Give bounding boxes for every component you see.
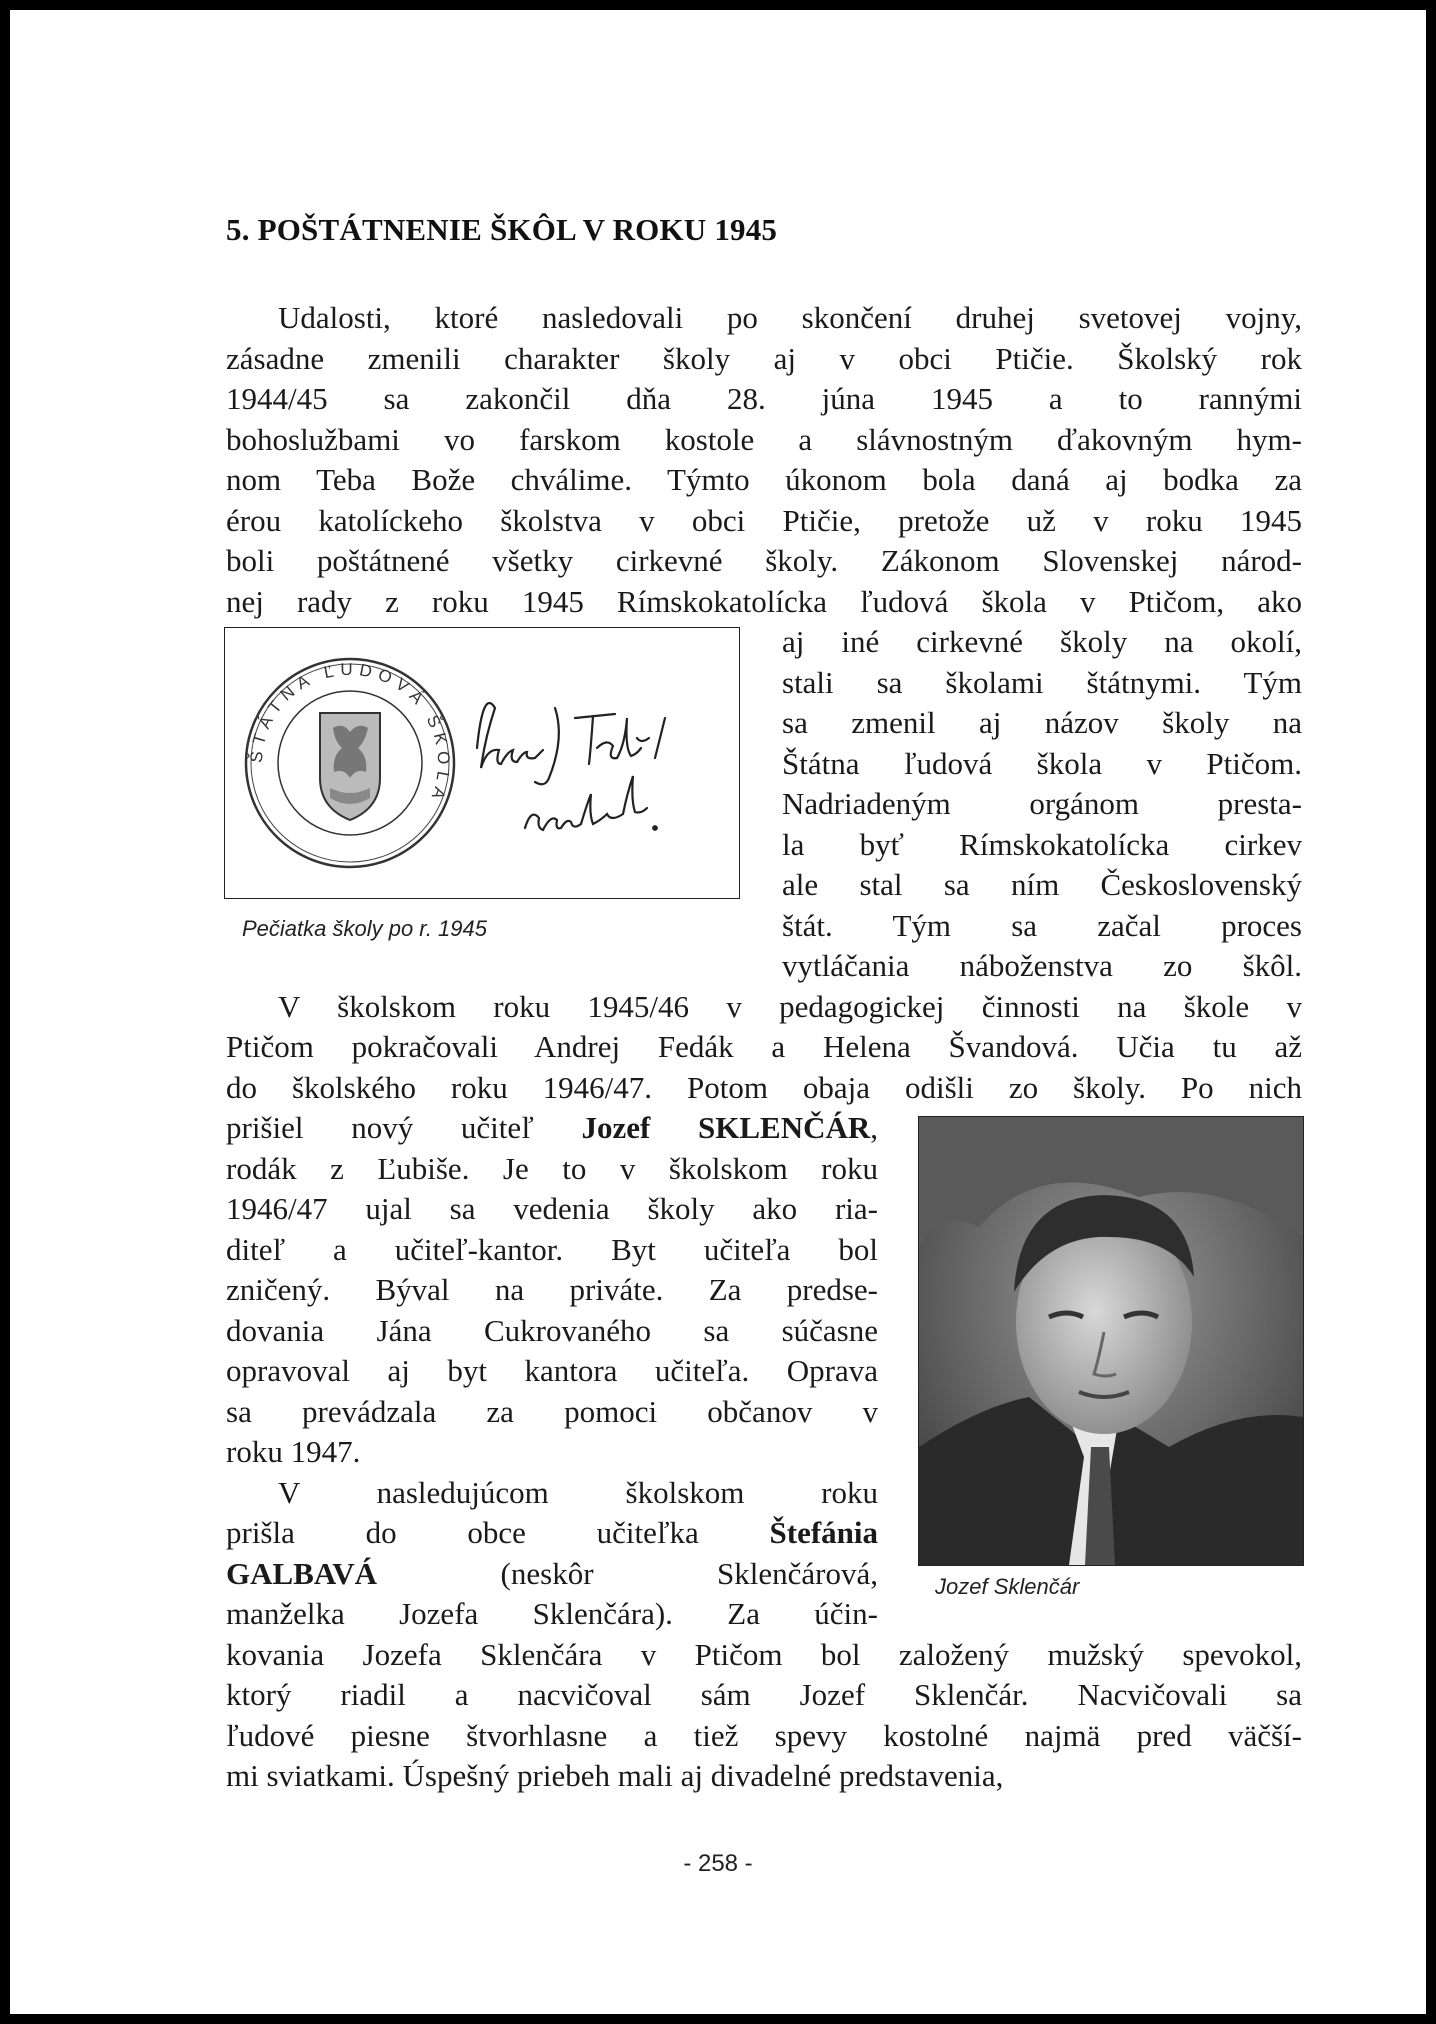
- text-line-content: Nadriadeným orgánom presta-: [782, 786, 1302, 821]
- text-line: [226, 1108, 878, 1148]
- signature-mark: [477, 703, 665, 830]
- text-line: [226, 1716, 1302, 1756]
- text-line-content: mi sviatkami. Úspešný priebeh mali aj divadelné predstavenia,: [226, 1758, 1004, 1793]
- text-line: [782, 825, 1302, 865]
- text-line: [226, 339, 1302, 379]
- text-line-content: sa zmenil aj názov školy na: [782, 705, 1302, 740]
- text-line: [782, 663, 1302, 703]
- text-line-content: ľudové piesne štvorhlasne a tiež spevy kostolné najmä pred väčší-: [226, 1717, 1302, 1753]
- text-line: [226, 1554, 878, 1594]
- text-line-content: V školskom roku 1945/46 v pedagogickej činnosti na škole v: [278, 988, 1302, 1024]
- text-line: [226, 1675, 1302, 1715]
- text-line-content: ale stal sa ním Československý: [782, 867, 1302, 902]
- text-line: [226, 1311, 878, 1351]
- bold-name: Štefánia: [769, 1515, 878, 1550]
- text-line: [226, 1230, 878, 1270]
- stamp-figure: [224, 627, 740, 899]
- text-line: [226, 1351, 878, 1391]
- text-line-content: sa prevádzala za pomoci občanov v: [226, 1393, 878, 1429]
- stamp-and-signature-image: [225, 628, 739, 898]
- text-line-content: érou katolíckeho školstva v obci Ptičie, pretože už v roku 1945: [226, 502, 1302, 538]
- photo-caption: Jozef Sklenčár: [935, 1574, 1080, 1599]
- text-line: [782, 744, 1302, 784]
- text-line-content: zničený. Býval na priváte. Za predse-: [226, 1272, 878, 1307]
- text-line: [226, 420, 1302, 460]
- text-line-content: rodák z Ľubiše. Je to v školskom roku: [226, 1150, 878, 1186]
- text-line: [782, 703, 1302, 743]
- text-line-content: dovania Jána Cukrovaného sa súčasne: [226, 1312, 878, 1348]
- text-line-content: prišla do obce učiteľka: [226, 1515, 770, 1550]
- text-line-content: boli poštátnené všetky cirkevné školy. Zákonom Slovenskej národ-: [226, 543, 1302, 578]
- text-line: [226, 1270, 878, 1310]
- text-line: [226, 1392, 878, 1432]
- portrait-photo: [918, 1116, 1304, 1566]
- text-line: [226, 1513, 878, 1553]
- text-line-content: manželka Jozefa Sklenčára). Za účin-: [226, 1596, 878, 1631]
- text-line-content: 1946/47 ujal sa vedenia školy ako ria-: [226, 1191, 878, 1226]
- text-line: [226, 1756, 1302, 1796]
- text-line-content: Štátna ľudová škola v Ptičom.: [782, 745, 1302, 781]
- text-line: [278, 298, 1302, 338]
- text-line-content: štát. Tým sa začal proces: [782, 907, 1302, 943]
- text-line: [226, 379, 1302, 419]
- stamp-caption: Pečiatka školy po r. 1945: [242, 916, 487, 941]
- text-line: [278, 987, 1302, 1027]
- text-line: [782, 946, 1302, 986]
- text-line-content: Ptičom pokračovali Andrej Fedák a Helena Švandová. Učia tu až: [226, 1029, 1302, 1064]
- text-line: [226, 501, 1302, 541]
- text-line-content: bohoslužbami vo farskom kostole a slávnostným ďakovným hym-: [226, 421, 1302, 457]
- text-line: [226, 582, 1302, 622]
- text-line-content: do školského roku 1946/47. Potom obaja odišli zo školy. Po nich: [226, 1069, 1302, 1105]
- text-line-content: aj iné cirkevné školy na okolí,: [782, 624, 1302, 659]
- text-line-content: 1944/45 sa zakončil dňa 28. júna 1945 a to rannými: [226, 381, 1302, 416]
- text-line-tail: ,: [870, 1110, 878, 1145]
- text-line: [278, 1473, 878, 1513]
- portrait-image: [919, 1117, 1303, 1565]
- text-line-content: roku 1947.: [226, 1434, 361, 1469]
- text-line: [226, 460, 1302, 500]
- text-line: [226, 1027, 1302, 1067]
- bold-name: GALBAVÁ: [226, 1555, 378, 1591]
- text-line-content: Udalosti, ktoré nasledovali po skončení druhej svetovej vojny,: [278, 300, 1302, 335]
- text-line-content: opravoval aj byt kantora učiteľa. Oprava: [226, 1353, 878, 1388]
- text-line: [226, 1068, 1302, 1108]
- text-line: [226, 1432, 878, 1472]
- bold-name: Jozef SKLENČÁR: [581, 1110, 871, 1145]
- text-line-tail: (neskôr Sklenčárová,: [377, 1555, 878, 1591]
- text-line-content: la byť Rímskokatolícka cirkev: [782, 826, 1302, 862]
- text-line-content: stali sa školami štátnymi. Tým: [782, 664, 1302, 700]
- text-line: [782, 865, 1302, 905]
- text-line: [226, 1149, 878, 1189]
- text-line-content: kovania Jozefa Sklenčára v Ptičom bol založený mužský spevokol,: [226, 1636, 1302, 1672]
- text-line-content: nej rady z roku 1945 Rímskokatolícka ľudová škola v Ptičom, ako: [226, 583, 1302, 619]
- text-line: [226, 541, 1302, 581]
- text-line-content: diteľ a učiteľ-kantor. Byt učiteľa bol: [226, 1231, 878, 1267]
- text-line-content: prišiel nový učiteľ: [226, 1110, 582, 1145]
- text-line-content: V nasledujúcom školskom roku: [278, 1474, 878, 1510]
- page-number: - 258 -: [683, 1850, 753, 1877]
- text-line: [782, 784, 1302, 824]
- text-line-content: nom Teba Bože chválime. Týmto úkonom bola daná aj bodka za: [226, 462, 1302, 497]
- text-line-content: ktorý riadil a nacvičoval sám Jozef Sklenčár. Nacvičovali sa: [226, 1677, 1302, 1712]
- text-line: [226, 1594, 878, 1634]
- document-page: [10, 10, 1426, 2014]
- text-line-content: zásadne zmenili charakter školy aj v obci Ptičie. Školský rok: [226, 340, 1302, 376]
- text-line: [782, 622, 1302, 662]
- section-heading: 5. POŠTÁTNENIE ŠKÔL V ROKU 1945: [226, 212, 778, 247]
- text-line: [226, 1189, 878, 1229]
- coat-of-arms-icon: [320, 713, 380, 820]
- text-line: [226, 1635, 1302, 1675]
- text-line: [782, 906, 1302, 946]
- text-line-content: vytláčania náboženstva zo škôl.: [782, 948, 1302, 983]
- stamp-ring-text: ŠTÁTNA ĽUDOVÁ ŠKOLA: [246, 659, 454, 808]
